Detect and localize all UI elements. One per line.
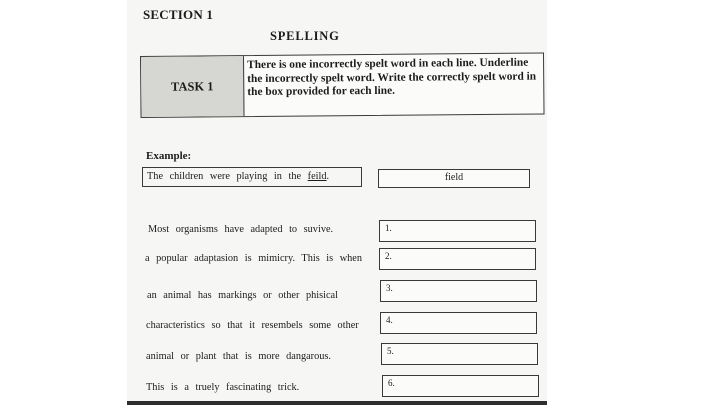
example-sentence-end: . [326, 171, 330, 182]
exercise-line-3: an animal has markings or other phisical [147, 290, 338, 301]
answer-box-4-label: 4. [386, 315, 393, 325]
page-bottom-edge [127, 401, 547, 405]
task-instruction-box [140, 52, 545, 118]
answer-box-3[interactable] [380, 280, 537, 302]
answer-box-1-label: 1. [385, 223, 392, 233]
example-answer-box [378, 169, 530, 188]
answer-box-2[interactable] [379, 248, 536, 270]
example-sentence-start: The children were playing in the [147, 171, 308, 182]
answer-box-2-label: 2. [385, 251, 392, 261]
task-label: TASK 1 [141, 56, 245, 117]
example-sentence [147, 171, 329, 182]
answer-box-3-label: 3. [386, 283, 393, 293]
exercise-line-5: animal or plant that is more dangarous. [146, 351, 331, 362]
task-instruction-text: There is one incorrectly spelt word in each line. Underline the incorrectly spelt word. Write the correctly spelt word in the box provided for each line. [247, 56, 537, 99]
page-title: SPELLING [270, 29, 340, 43]
answer-box-5-label: 5. [387, 346, 394, 356]
exercise-line-1: Most organisms have adapted to suvive. [148, 224, 334, 235]
exercise-line-4: characteristics so that it resembels some other [146, 320, 359, 331]
exercise-line-6: This is a truely fascinating trick. [146, 382, 300, 393]
exercise-line-2: a popular adaptasion is mimicry. This is when [145, 253, 363, 264]
section-heading: SECTION 1 [143, 7, 214, 22]
answer-box-5[interactable] [381, 343, 538, 365]
answer-box-1[interactable] [379, 220, 536, 242]
example-answer-text: field [444, 172, 464, 183]
example-misspelt-word: feild [307, 171, 327, 182]
answer-box-4[interactable] [380, 312, 537, 334]
answer-box-6[interactable] [382, 375, 539, 397]
example-heading: Example: [146, 150, 192, 162]
answer-box-6-label: 6. [388, 378, 395, 388]
